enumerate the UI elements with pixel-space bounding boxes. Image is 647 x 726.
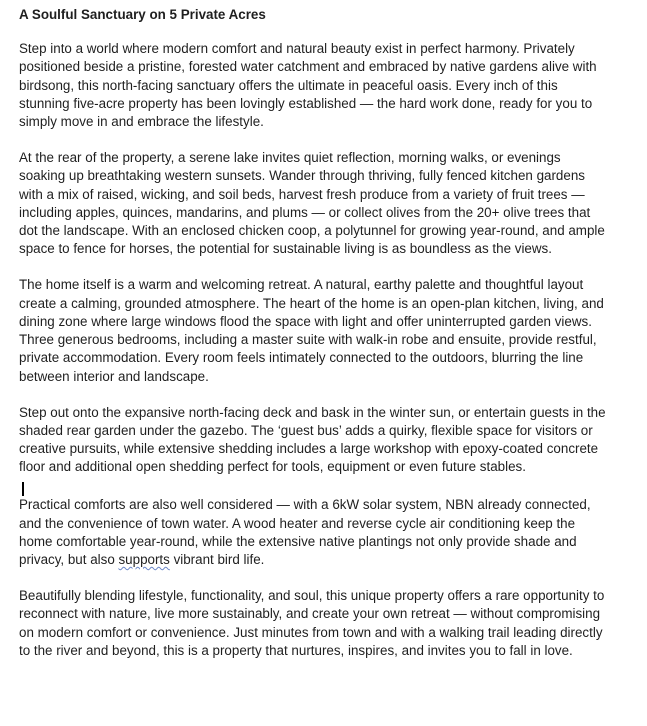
paragraph-intro: Step into a world where modern comfort and natural beauty exist in perfect harmony. Privately positioned beside a pristine, forested water catchment and embraced by native gardens alive with birdsong, this north-facing sanctuary offers the ultimate in peaceful oasis. Every inch of this stunning five-acre property has been lovingly established — the hard work done, ready for you to simply move in and embrace the lifestyle. (19, 41, 597, 130)
paragraph-comforts (19, 496, 607, 569)
document-title: A Soulful Sanctuary on 5 Private Acres (19, 7, 266, 22)
paragraph-comforts-end: vibrant bird life. (169, 552, 265, 568)
paragraph-grounds: At the rear of the property, a serene lake invites quiet reflection, morning walks, or evenings soaking up breathtaking western sunsets. Wander through thriving, fully fenced kitchen gardens with a mix of raised, wicking, and soil beds, harvest fresh produce from a variety of fruit trees — including apples, quinces, mandarins, and plums — or collect olives from the 20+ olive trees that dot the landscape. With an enclosed chicken coop, a polytunnel for growing year-round, and ample space to fence for horses, the potential for sustainable living is as boundless as the views. (19, 149, 605, 257)
paragraph-closing: Beautifully blending lifestyle, functionality, and soul, this unique property offers a rare opportunity to reconnect with nature, live more sustainably, and create your own retreat — without compromising on modern comfort or convenience. Just minutes from town and with a walking trail leading directly to the river and beyond, this is a property that nurtures, inspires, and invites you to fall in love. (19, 587, 605, 658)
text-cursor (22, 482, 24, 496)
paragraph-home: The home itself is a warm and welcoming retreat. A natural, earthy palette and thoughtful layout create a calming, grounded atmosphere. The heart of the home is an open-plan kitchen, living, and dining zone where large windows flood the space with light and offer uninterrupted garden views. Three generous bedrooms, including a master suite with walk-in robe and ensuite, provide restful, private accommodation. Every room feels intimately connected to the outdoors, blurring the line between interior and landscape. (19, 277, 604, 384)
spellcheck-flagged-word[interactable]: supports (118, 552, 170, 568)
paragraph-comforts-text: Practical comforts are also well considered — with a 6kW solar system, NBN already connected, and the convenience of town water. A wood heater and reverse cycle air conditioning keep the home comfortable year-round, while the extensive native plantings not only provide shade and privacy, but also (19, 497, 591, 568)
paragraph-outdoors: Step out onto the expansive north-facing deck and bask in the winter sun, or entertain guests in the shaded rear garden under the gazebo. The ‘guest bus’ adds a quirky, flexible space for visitors or creative pursuits, while extensive shedding includes a large workshop with epoxy-coated concrete floor and additional open shedding perfect for tools, equipment or even future stables. (19, 404, 606, 475)
document-body[interactable] (19, 6, 607, 678)
